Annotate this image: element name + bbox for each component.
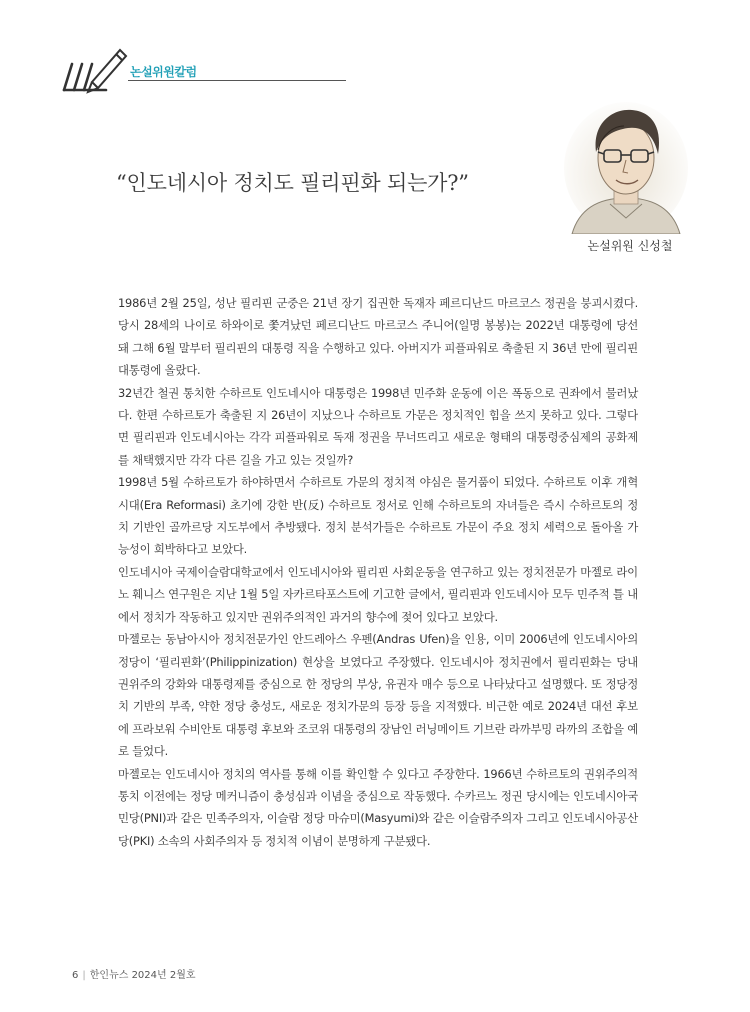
article-body [118,292,638,852]
header-divider [128,80,346,81]
author-name: 논설위원 신성철 [587,239,673,253]
paragraph: 1998년 5월 수하르토가 하야하면서 수하르토 가문의 정치적 야심은 물거품이 되었다. 수하르토 이후 개혁시대(Era Reformasi) 초기에 강한 반(反) 수하르토 정서로 인해 수하르토의 자녀들은 즉시 수하르토의 정치 기반인 골까르당 지도부에서 추방됐다. 정치 분석가들은 수하르토 가문이 주요 정치 세력으로 돌아올 가능성이 희박하다고 보았다. [118,475,638,557]
paragraph: 마젤로는 인도네시아 정치의 역사를 통해 이를 확인할 수 있다고 주장한다. 1966년 수하르토의 권위주의적 통치 이전에는 정당 메커니즘이 충성심과 이념을 중심으로 작동했다. 수카르노 정권 당시에는 인도네시아국민당(PNI)과 같은 민족주의자, 이슬람 정당 마슈미(Masyumi)와 같은 이슬람주의자 그리고 인도네시아공산당(PKI) 소속의 사회주의자 등 정치적 이념이 분명하게 구분됐다. [118,766,638,848]
pen-writing-icon [58,44,130,94]
author-portrait [562,96,690,234]
publication-name: 한인뉴스 2024년 2월호 [89,970,196,981]
paragraph: 1986년 2월 25일, 성난 필리핀 군중은 21년 장기 집권한 독재자 페르디난드 마르코스 정권을 붕괴시켰다. 당시 28세의 나이로 하와이로 쫓겨났던 페르디난드 마르코스 주니어(일명 봉봉)는 2022년 대통령에 당선돼 그해 6월 말부터 필리핀의 대통령 직을 수행하고 있다. 아버지가 피플파워로 축출된 지 36년 만에 필리핀 대통령에 올랐다. [118,296,638,378]
paragraph: 인도네시아 국제이슬람대학교에서 인도네시아와 필리핀 사회운동을 연구하고 있는 정치전문가 마젤로 라이노 훼니스 연구원은 지난 1월 5일 자카르타포스트에 기고한 글에서, 필리핀과 인도네시아 모두 민주적 틀 내에서 정치가 작동하고 있지만 권위주의적인 과거의 향수에 젖어 있다고 보았다. [118,564,638,624]
article-title: “인도네시아 정치도 필리핀화 되는가?” [116,171,469,195]
paragraph: 32년간 철권 통치한 수하르토 인도네시아 대통령은 1998년 민주화 운동에 이은 폭동으로 권좌에서 물러났다. 한편 수하르토가 축출된 지 26년이 지났으나 수하르토 가문은 정치적인 힘을 쓰지 못하고 있다. 그렇다면 필리핀과 인도네시아는 각각 피플파워로 독재 정권을 무너뜨리고 새로운 형태의 대통령중심제의 공화제를 채택했지만 각각 다른 길을 가고 있는 것일까? [118,385,638,467]
paragraph: 마젤로는 동남아시아 정치전문가인 안드레아스 우펜(Andras Ufen)을 인용, 이미 2006년에 인도네시아의 정당이 ‘필리핀화’(Philippinization) 현상을 보였다고 주장했다. 인도네시아 정치권에서 필리핀화는 당내 권위주의 강화와 대통령제를 중심으로 한 정당의 부상, 유권자 매수 등으로 나타났다고 설명했다. 또 정당정치 기반의 부족, 약한 정당 충성도, 새로운 정치가문의 등장 등을 지적했다. 비근한 예로 2024년 대선 후보에 프라보워 수비안토 대통령 후보와 조코위 대통령의 장남인 러닝메이트 기브란 라까부밍 라까의 조합을 예로 들었다. [118,632,638,759]
page-number: 6 [72,970,79,981]
page-footer [72,966,196,981]
section-label: 논설위원칼럼 [130,65,197,79]
footer-separator: | [82,970,86,981]
